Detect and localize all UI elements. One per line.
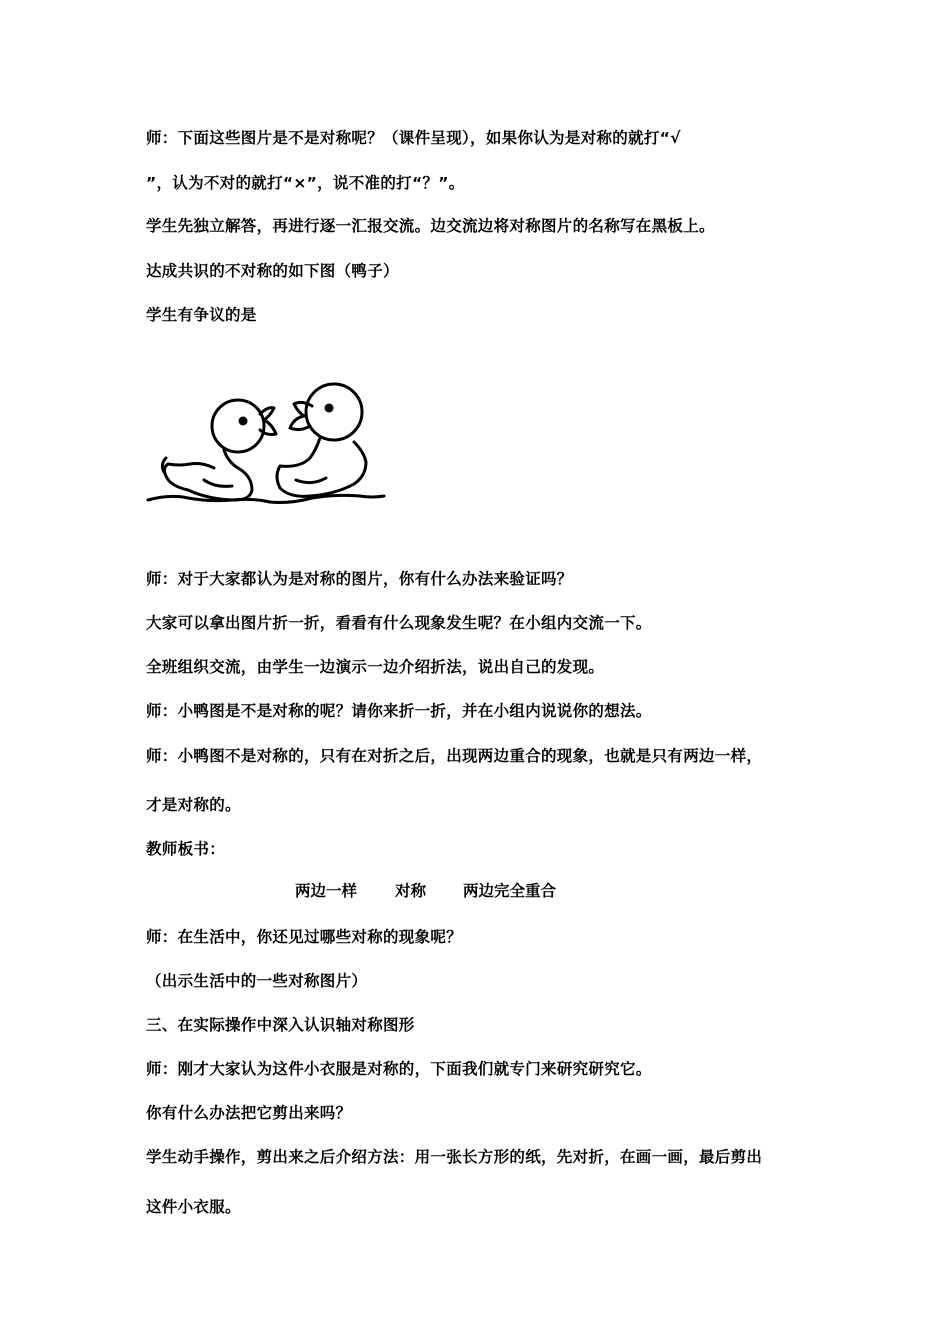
text-line: 学生动手操作，剪出来之后介绍方法：用一张长方形的纸，先对折，在画一画，最后剪出 (146, 1148, 763, 1166)
section-heading: 三、在实际操作中深入认识轴对称图形 (146, 1016, 415, 1034)
text-line: ”，认为不对的就打“×”，说不准的打“？”。 (146, 174, 465, 192)
text-line: 达成共识的不对称的如下图（鸭子） (146, 262, 399, 280)
text-line: 大家可以拿出图片折一折，看看有什么现象发生呢？在小组内交流一下。 (146, 614, 652, 632)
text-line: 师：对于大家都认为是对称的图片，你有什么办法来验证吗？ (146, 570, 573, 588)
text-line: 全班组织交流，由学生一边演示一边介绍折法，说出自己的发现。 (146, 658, 605, 676)
text-line: （出示生活中的一些对称图片） (146, 972, 368, 990)
text-line: 师：在生活中，你还见过哪些对称的现象呢？ (146, 928, 463, 946)
text-line: 学生先独立解答，再进行逐一汇报交流。边交流边将对称图片的名称写在黑板上。 (146, 217, 715, 235)
text-line: 学生有争议的是 (146, 306, 257, 324)
text-line: 教师板书： (146, 840, 226, 858)
board-note: 两边完全重合 (463, 882, 557, 900)
text-line: 师：下面这些图片是不是对称呢？（课件呈现），如果你认为是对称的就打“√ (146, 129, 681, 147)
ducks-illustration (140, 372, 390, 522)
text-line: 你有什么办法把它剪出来吗？ (146, 1104, 352, 1122)
text-line: 师：小鸭图不是对称的，只有在对折之后，出现两边重合的现象，也就是只有两边一样， (146, 747, 763, 765)
text-line: 师：刚才大家认为这件小衣服是对称的，下面我们就专门来研究研究它。 (146, 1060, 652, 1078)
board-note: 对称 (395, 882, 427, 900)
text-line: 师：小鸭图是不是对称的呢？请你来折一折，并在小组内说说你的想法。 (146, 702, 652, 720)
text-line: 才是对称的。 (146, 796, 241, 814)
board-note: 两边一样 (295, 882, 358, 900)
text-line: 这件小衣服。 (146, 1198, 241, 1216)
